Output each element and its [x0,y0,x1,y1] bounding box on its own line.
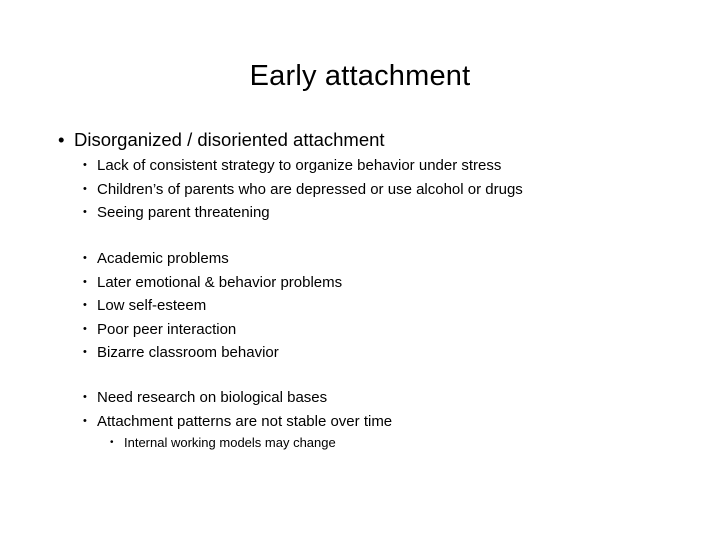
bullet-group-causes [83,154,523,225]
list-item-text: Seeing parent threatening [97,204,270,221]
bullet-marker: • [83,299,87,311]
bullet-marker: • [83,159,87,171]
list-item [83,386,392,410]
list-item [83,247,342,271]
list-item [83,341,342,365]
bullet-marker: • [83,252,87,264]
list-item [83,154,523,178]
bullet-marker: • [83,182,87,195]
sub-bullet-text: Internal working models may change [124,435,336,450]
main-bullet-text: Disorganized / disoriented attachment [74,129,385,150]
sub-bullet [110,433,336,453]
bullet-group-outcomes [83,247,342,365]
main-bullet [58,129,385,151]
list-item [83,271,342,295]
list-item-text: Bizarre classroom behavior [97,344,279,361]
list-item-text: Academic problems [97,250,229,267]
bullet-marker: • [58,129,65,150]
list-item [83,294,342,318]
list-item-text: Attachment patterns are not stable over time [97,412,393,430]
slide-title: Early attachment [249,60,471,92]
list-item [83,178,523,202]
list-item [83,201,523,225]
bullet-marker: • [83,206,87,218]
list-item [83,318,342,342]
list-item [83,410,392,434]
list-item-text: Low self-esteem [97,297,207,314]
bullet-group-research [83,386,392,433]
bullet-marker: • [83,275,87,288]
bullet-marker: • [83,391,87,403]
list-item-text: Children’s of parents who are depressed or use alcohol or drugs [97,180,523,198]
bullet-marker: • [110,437,114,448]
list-item-text: Poor peer interaction [97,320,237,338]
list-item-text: Need research on biological bases [97,389,328,406]
bullet-marker: • [83,346,87,358]
list-item-text: Lack of consistent strategy to organize behavior under stress [97,157,502,174]
list-item-text: Later emotional & behavior problems [97,273,343,291]
bullet-marker: • [83,322,87,335]
bullet-marker: • [83,414,87,427]
